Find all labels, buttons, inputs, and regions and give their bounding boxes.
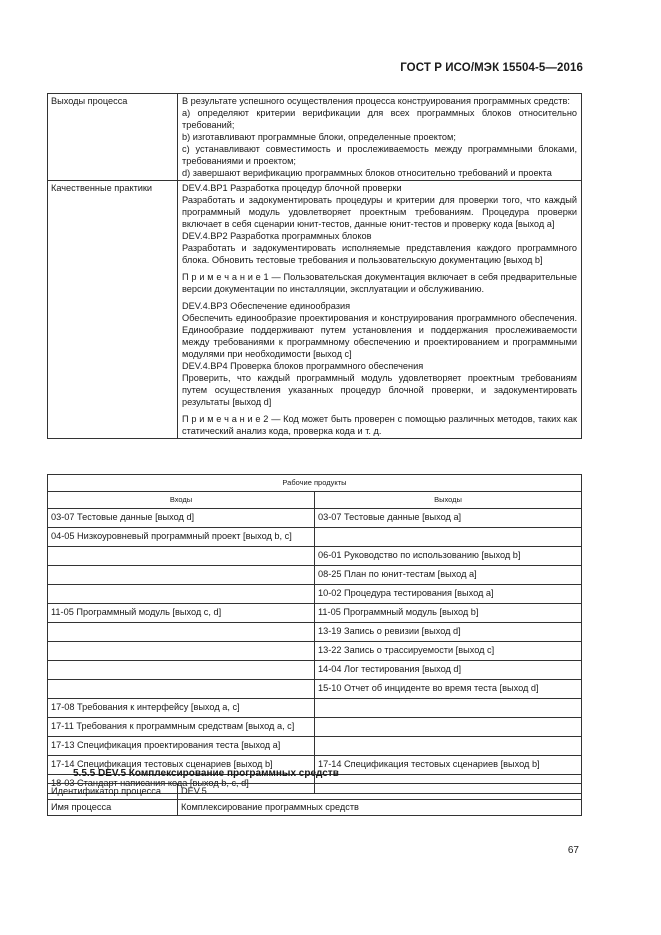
bp3-title: DEV.4.BP3 Обеспечение единообразия: [182, 301, 351, 311]
table-row: [48, 94, 582, 181]
input-cell: [48, 680, 315, 699]
table-row: [48, 509, 582, 528]
table-row: [48, 699, 582, 718]
outputs-label: Выходы процесса: [48, 94, 178, 181]
process-id-value: DEV.5: [178, 784, 582, 800]
bp2-text: Разработать и задокументировать исполняемые представления каждого программного блока. Обновить тестовые требования и пользовательскую документацию [выход b]: [182, 243, 577, 265]
process-id-table: [47, 783, 582, 816]
table-row: [48, 784, 582, 800]
input-cell: [48, 661, 315, 680]
page-number: 67: [567, 845, 579, 856]
output-cell: 14-04 Лог тестирования [выход d]: [315, 661, 582, 680]
note-1: П р и м е ч а н и е 1 — Пользовательская документация включает в себя предварительные версии документации по инсталляции, эксплуатации и обслуживанию.: [182, 272, 577, 294]
table-row: [48, 623, 582, 642]
outputs-line: d) завершают верификацию программных блоков относительно требований и проекта: [182, 168, 552, 178]
practices-label: Качественные практики: [48, 181, 178, 439]
bp4-title: DEV.4.BP4 Проверка блоков программного обеспечения: [182, 361, 424, 371]
output-cell: [315, 737, 582, 756]
outputs-header: Выходы: [315, 492, 582, 509]
table-row: [48, 680, 582, 699]
output-cell: 06-01 Руководство по использованию [выход b]: [315, 547, 582, 566]
process-table: [47, 93, 582, 439]
input-cell: 17-08 Требования к интерфейсу [выход a, c]: [48, 699, 315, 718]
input-cell: 04-05 Низкоуровневый программный проект [выход b, c]: [48, 528, 315, 547]
input-cell: 03-07 Тестовые данные [выход d]: [48, 509, 315, 528]
practices-cell: [178, 181, 582, 439]
table-row: [48, 800, 582, 816]
process-name-label: Имя процесса: [48, 800, 178, 816]
table-row: [48, 547, 582, 566]
table-row: [48, 528, 582, 547]
work-products-title: Рабочие продукты: [48, 475, 582, 492]
output-cell: [315, 718, 582, 737]
process-name-value: Комплексирование программных средств: [178, 800, 582, 816]
input-cell: 18-03 Стандарт написания кода [выход b, c, d]: [48, 775, 315, 794]
input-cell: 11-05 Программный модуль [выход c, d]: [48, 604, 315, 623]
input-cell: 17-13 Спецификация проектирования теста [выход a]: [48, 737, 315, 756]
inputs-header: Входы: [48, 492, 315, 509]
outputs-line: a) определяют критерии верификации для всех программных блоков относительно требований;: [182, 108, 577, 130]
input-cell: [48, 547, 315, 566]
output-cell: [315, 528, 582, 547]
output-cell: [315, 699, 582, 718]
process-id-label: Идентификатор процесса: [48, 784, 178, 800]
work-products-table: [47, 474, 582, 794]
input-cell: 17-11 Требования к программным средствам [выход a, c]: [48, 718, 315, 737]
table-row: [48, 718, 582, 737]
output-cell: 13-22 Запись о трассируемости [выход c]: [315, 642, 582, 661]
input-cell: [48, 566, 315, 585]
table-row: [48, 604, 582, 623]
bp3-text: Обеспечить единообразие проектирования и конструирования программного обеспечения. Единообразие поддерживают путем установления и поддержания прослеживаемости между требованиями к программному обеспечению и проектированием и программными модулями при необходимости [выход c]: [182, 313, 577, 359]
note-2: П р и м е ч а н и е 2 — Код может быть проверен с помощью различных методов, таких как статический анализ кода, проверка кода и т. д.: [182, 414, 577, 436]
table-row: [48, 566, 582, 585]
bp1-title: DEV.4.BP1 Разработка процедур блочной проверки: [182, 183, 402, 193]
output-cell: 13-19 Запись о ревизии [выход d]: [315, 623, 582, 642]
table-row: [48, 585, 582, 604]
document-header: ГОСТ Р ИСО/МЭК 15504-5—2016: [400, 62, 583, 74]
work-products-header-row: [48, 492, 582, 509]
outputs-line: b) изготавливают программные блоки, определенные проектом;: [182, 132, 456, 142]
bp1-text: Разработать и задокументировать процедуры и критерии для проверки того, что каждый программный модуль удовлетворяет проектным требованиям. Процедура проверки включает в себя сценарии юнит-тестов, данные юнит-тестов и проверку кода [выход a]: [182, 195, 577, 229]
table-row: [48, 642, 582, 661]
output-cell: 03-07 Тестовые данные [выход a]: [315, 509, 582, 528]
output-cell: 15-10 Отчет об инциденте во время теста [выход d]: [315, 680, 582, 699]
output-cell: 11-05 Программный модуль [выход b]: [315, 604, 582, 623]
section-title: 5.5.5 DEV.5 Комплексирование программных средств: [73, 768, 339, 779]
outputs-line: В результате успешного осуществления процесса конструирования программных средств:: [182, 96, 570, 106]
output-cell: 17-14 Спецификация тестовых сценариев [выход b]: [315, 756, 582, 775]
bp2-title: DEV.4.BP2 Разработка программных блоков: [182, 231, 372, 241]
input-cell: [48, 585, 315, 604]
table-row: [48, 737, 582, 756]
bp4-text: Проверить, что каждый программный модуль удовлетворяет проектным требованиям путем осуществления указанных процедур блочной проверки, и задокументировать результаты [выход d]: [182, 373, 577, 407]
outputs-cell: [178, 94, 582, 181]
input-cell: 17-14 Спецификация тестовых сценариев [выход b]: [48, 756, 315, 775]
work-products-title-row: [48, 475, 582, 492]
table-row: [48, 181, 582, 439]
output-cell: 08-25 План по юнит-тестам [выход a]: [315, 566, 582, 585]
output-cell: 10-02 Процедура тестирования [выход a]: [315, 585, 582, 604]
table-row: [48, 661, 582, 680]
input-cell: [48, 642, 315, 661]
input-cell: [48, 623, 315, 642]
outputs-line: c) устанавливают совместимость и прослеживаемость между программными блоками, требованиями и проектом;: [182, 144, 577, 166]
